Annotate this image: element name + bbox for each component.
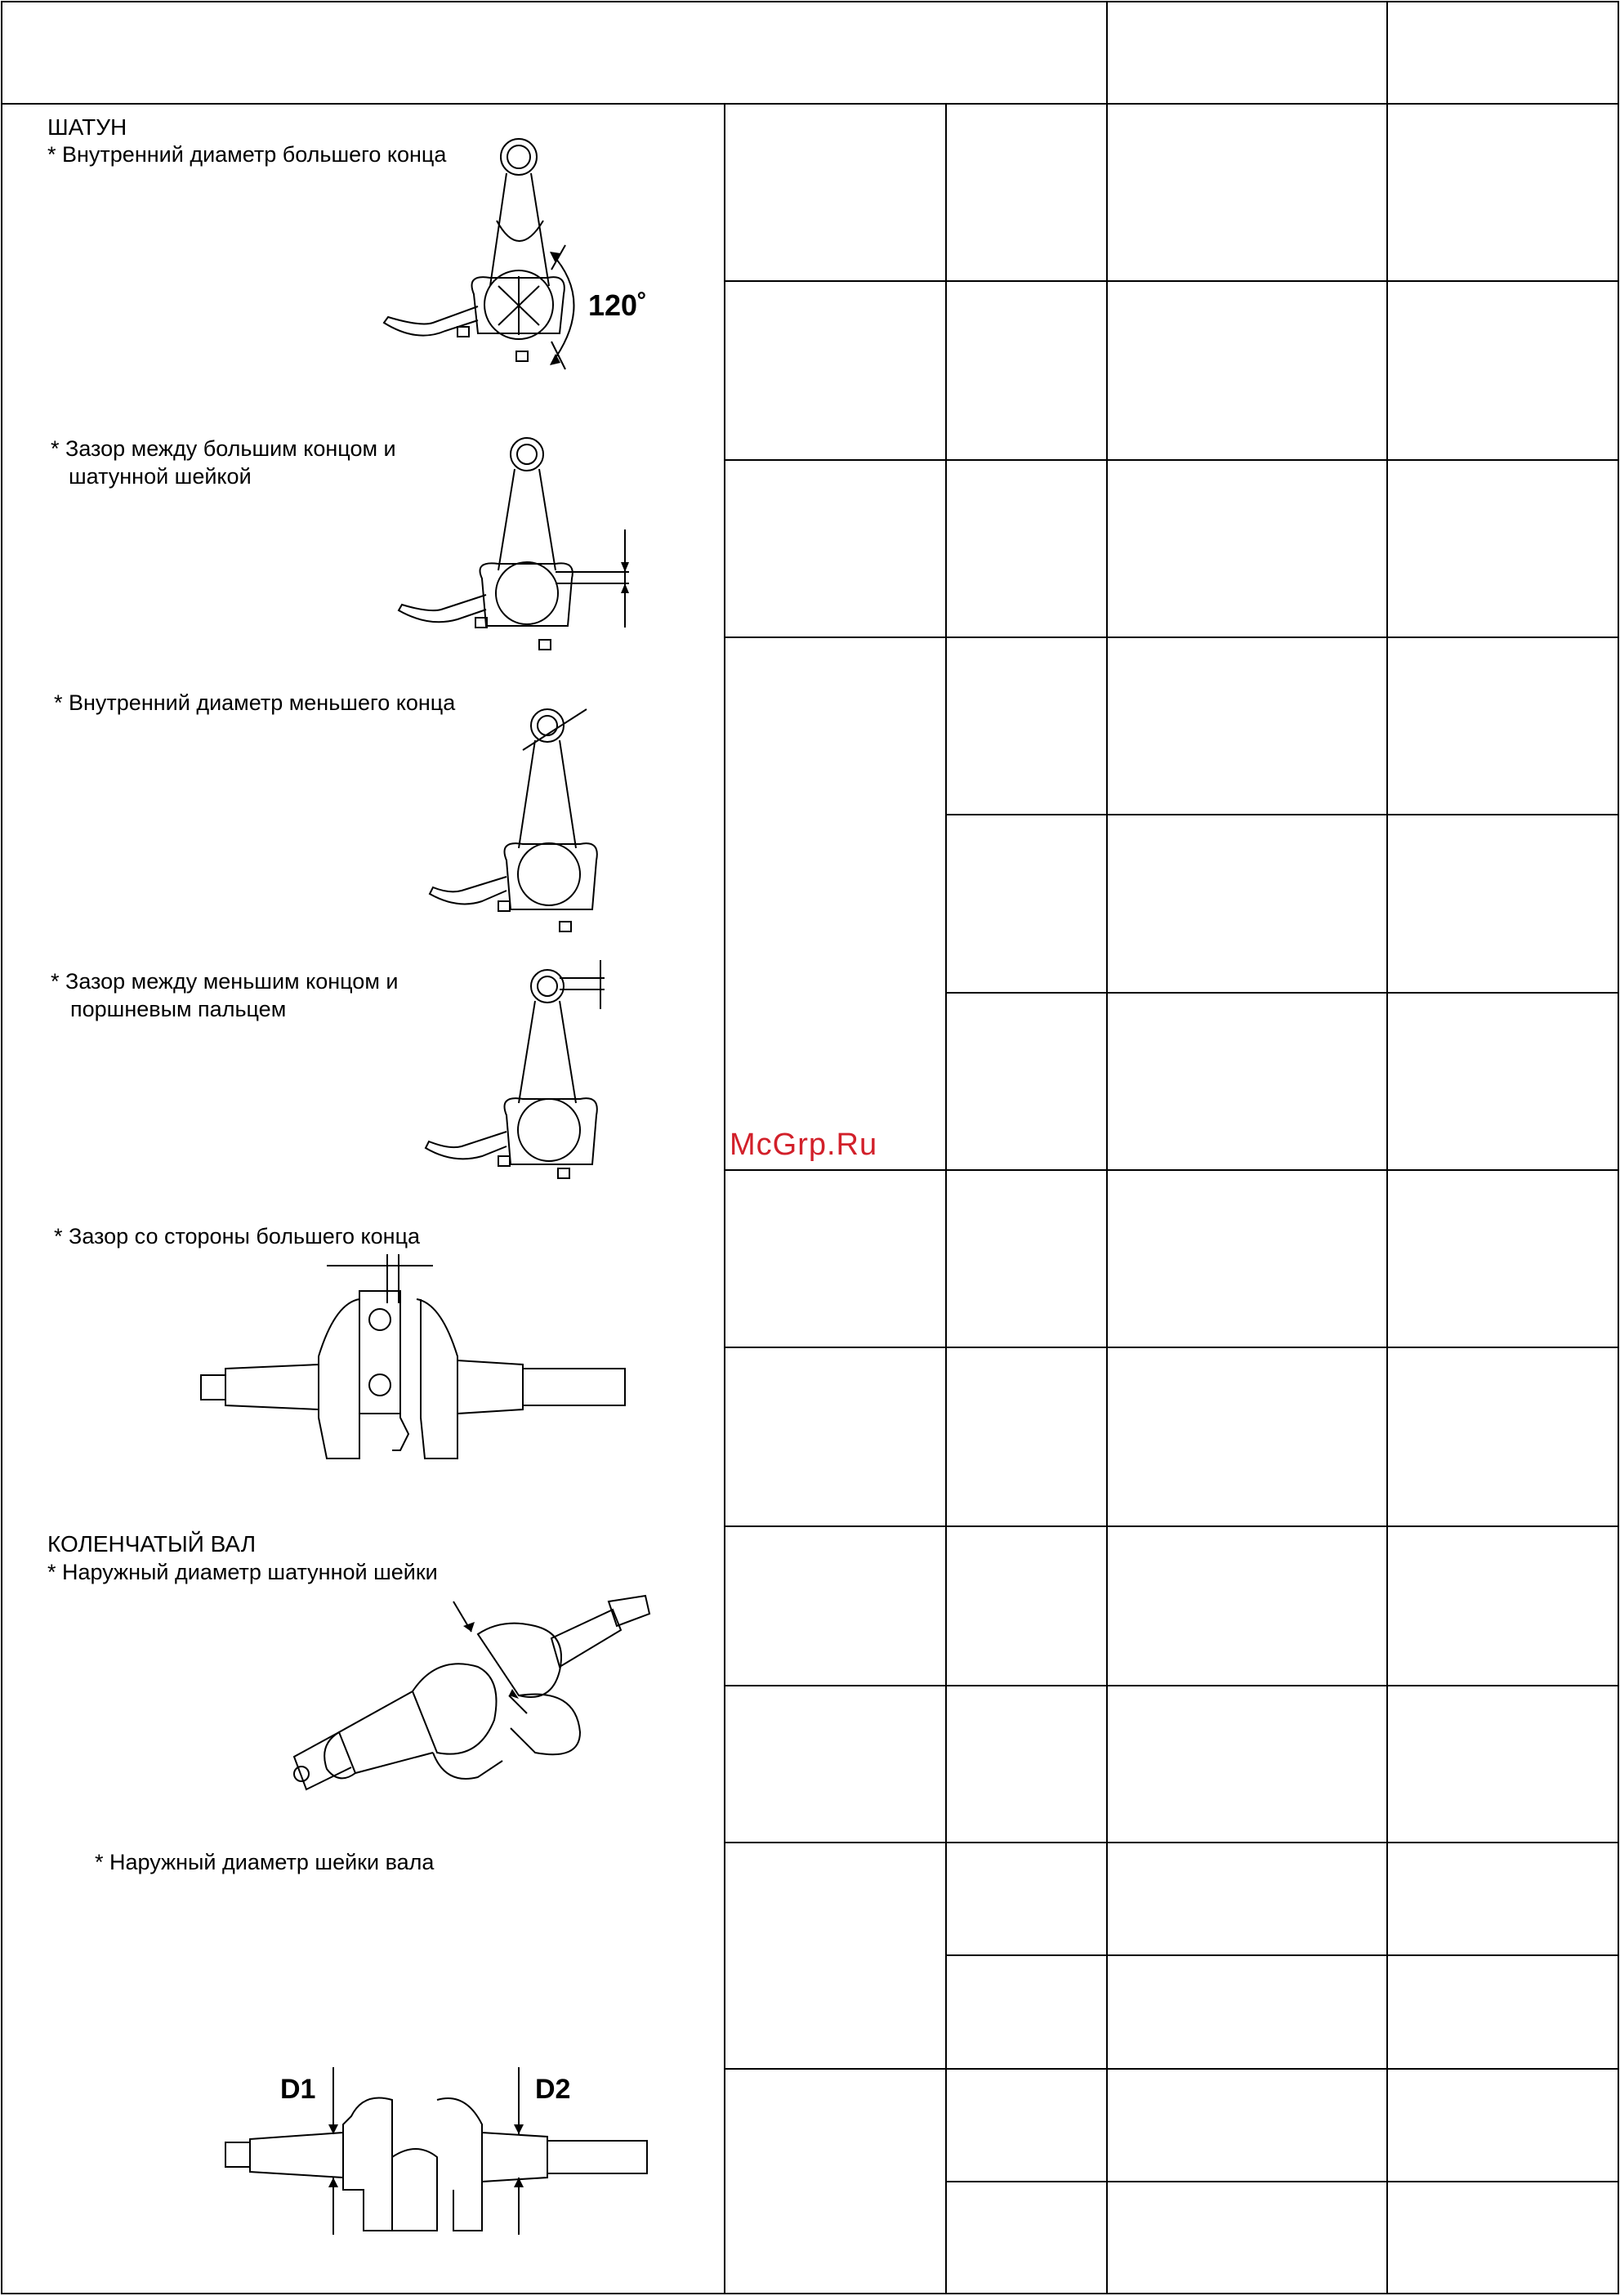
label-big-end-clearance-line1: * Зазор между большим концом и (51, 436, 396, 461)
section-title-crankshaft: КОЛЕНЧАТЫЙ ВАЛ (47, 1531, 257, 1557)
figure-small-end-diameter (425, 701, 605, 938)
label-small-end-clearance-line2: поршневым пальцем (70, 997, 287, 1021)
figure-side-clearance (196, 1254, 637, 1467)
figure-crankpin (290, 1589, 658, 1826)
figure-big-end-diameter (376, 131, 670, 384)
label-big-end-side-clearance: * Зазор со стороны большего конца (54, 1224, 421, 1249)
label-small-end-clearance-line1: * Зазор между меньшим концом и (51, 969, 399, 994)
figure-big-end-clearance (392, 431, 662, 660)
label-big-end-inner-diameter: * Внутренний диаметр большего конца (47, 142, 447, 167)
figure-small-end-clearance (421, 960, 617, 1181)
watermark: McGrp.Ru (730, 1128, 878, 1162)
label-crankpin-outer-diameter: * Наружный диаметр шатунной шейки (47, 1560, 438, 1584)
angle-label: 120˚ (588, 288, 648, 322)
d1-label: D1 (280, 2074, 316, 2105)
d2-label: D2 (535, 2074, 571, 2105)
label-big-end-clearance-line2: шатунной шейкой (69, 464, 252, 489)
label-journal-outer-diameter: * Наружный диаметр шейки вала (95, 1850, 435, 1874)
label-small-end-inner-diameter: * Внутренний диаметр меньшего конца (54, 690, 456, 715)
section-title-connecting-rod: ШАТУН (47, 114, 127, 140)
